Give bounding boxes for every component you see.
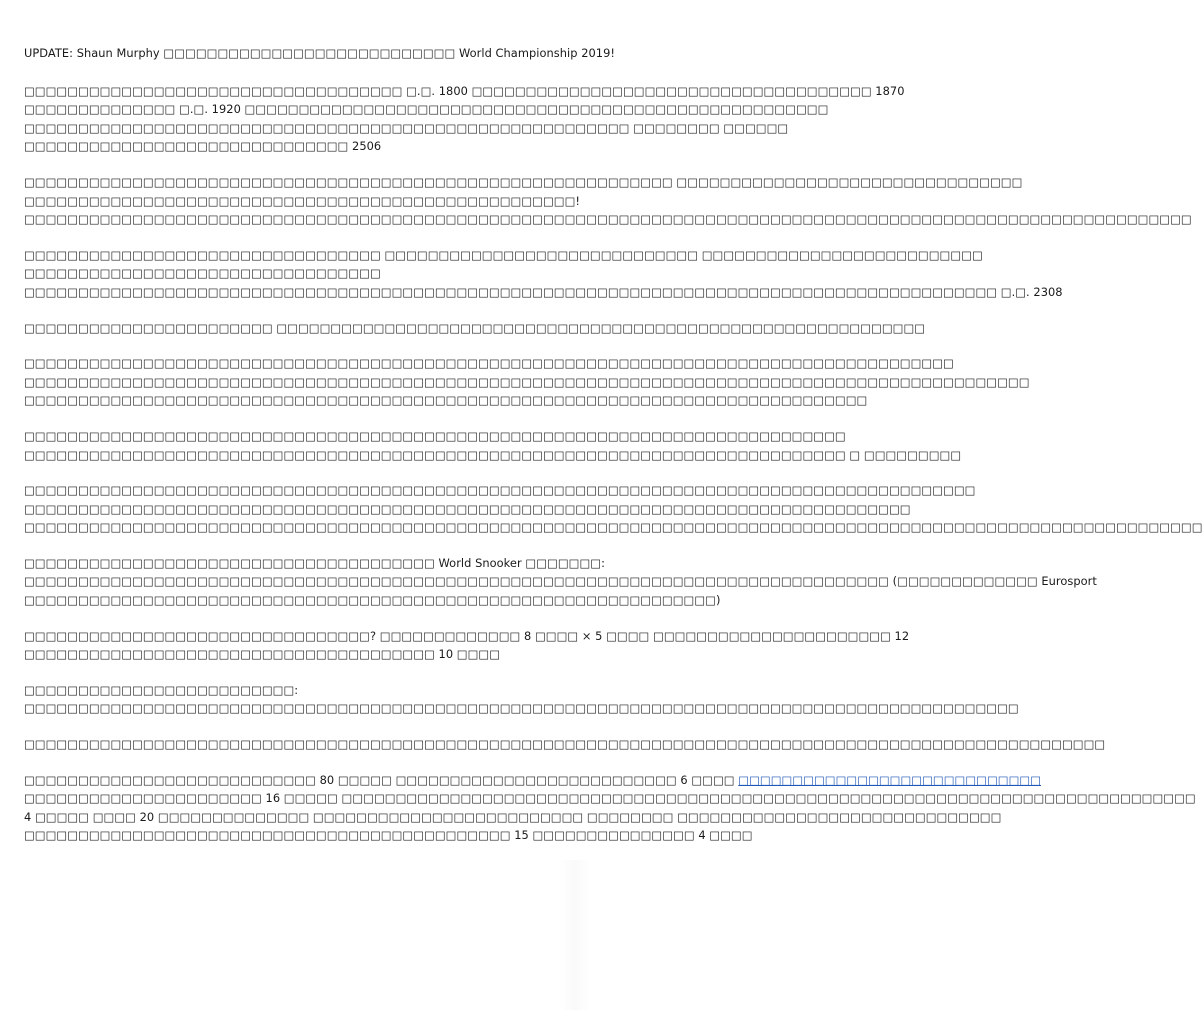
- paragraph-10: [24, 681, 1019, 718]
- article-link[interactable]: □□□□□□□□□□□□□□□□□□□□□□□□□□□□: [738, 772, 1042, 787]
- text-line: □□□□□□□□□□□□□□□□□□□□□□□□□□□□□□ 2506: [24, 139, 382, 154]
- text-line: □□□□□□□□□□□□□□□□□□□□□□□□□□□□□□□□□□□□□□□□□□□□□ 15 □□□□□□□□□□□□□□□ 4 □□□□: [24, 828, 753, 843]
- title-line: UPDATE: Shaun Murphy □□□□□□□□□□□□□□□□□□□□□□□□□□□ World Championship 2019!: [24, 46, 615, 60]
- article-title: [24, 44, 694, 63]
- text-line: □□□□□□□□□□□□□□□□□□□□□□□□□□□□□□□□□□□□□□□□□□□□□□□□□□□□□□□□□□□□□□□□): [24, 593, 721, 608]
- text-line: □□□□□□□□□□□□□□□□□□□□□□□□□□□□□□□□□□□□□□□□□□□□□□□□□□□□□□□□□□□□□□□□□□□□□□□□□□□□□□□□□□□□□□□□□□□□□□□□□□□□: [24, 737, 1106, 752]
- paragraph-4: [24, 319, 926, 338]
- text-line: □□□□□□□□□□□□□□□□□□□□□□□ □□□□□□□□□□□□□□□□□□□□□□□□□□□□□□□□□□□□□□□□□□□□□□□□□□□□□□□□□□□□: [24, 320, 926, 335]
- text-line: □□□□□□□□□□□□□□□□□□□□□□□□□□□□□□□□□□□□□□□□□□□□□□□□□□□□□□□□□□□□□□□□□□□□□□□□□□□□□□□□□□□□□□□□□□□□□□□□□□□□□□□□□□□□: [24, 212, 1192, 227]
- paragraph-1: [24, 82, 905, 156]
- text-line: [24, 771, 1042, 790]
- paragraph-3: [24, 246, 1063, 302]
- text-line: □□□□□□□□□□□□□□□□□□□□□□□□□□□□□□□□□□□□□□□□□□□□□□□□□□□□□□□□□□□□□□□□□□□□□□□□□□□□□□□□□□□□□□□□: [24, 483, 976, 498]
- paragraph-9: [24, 627, 910, 664]
- text-line: □□□□□□□□□□□□□□□□□□□□□□□□□□□□□□□□□□□□□□□□□□□□□□□□□□□□□□□□ □□□□□□□□ □□□□□□: [24, 120, 789, 135]
- text-line: □□□□□□□□□□□□□□□□□□□□□□□□□□□□□□□□□□□□□□□□□□□□□□□□□□□□□□□□□□□□□□□□□□□□□□□□□□□□□□□□□□□□□□□□□□□□□: [24, 374, 1030, 389]
- paragraph-7: [24, 481, 1203, 537]
- paragraph-2: [24, 173, 1192, 229]
- text-line: □□□□□□□□□□□□□□□□□□□□□□□□□□□□□□□□□□□□□□□□□□□□□□□□□□□□□□□□□□□□□□□□□□□□□□□□□□□□□□□□□□□□□□□□□□□□: [24, 701, 1019, 716]
- text-line: □□□□□□□□□□□□□□□□□□□□□□□□□□□□□□□□□□□□□□ 10 □□□□: [24, 647, 501, 662]
- text-line: □□□□□□□□□□□□□□□□□□□□□□□□□□□□□□□□□□□□□□□□□□□□□□□□□□□□□□□□□□□□□□□□□□□□□□□□□□□□□□: [24, 393, 868, 408]
- text-line: □□□□□□□□□□□□□□□□□□□□□□□□□□□□□□□□□ □□□□□□□□□□□□□□□□□□□□□□□□□□□□□ □□□□□□□□□□□□□□□□□□□□□□□□□□: [24, 247, 983, 262]
- text-line: □□□□□□□□□□□□□□□□□□□□□□□□□□□□□□□□□□□□□□□□□□□□□□□□□□□□□□□□□□□□□□□□□□□□□□□□□□□□□□□□□□□□□□: [24, 356, 954, 371]
- paragraph-5: [24, 354, 1030, 410]
- text-line: □□□□□□□□□□□□□□□□□□□□□□□□□□□□□□□□□□□□□□□□□□□□□□□□□□□□□□□□□□□□□□□□□□□□□□□□□□□□ □ □□□□□□□□□: [24, 447, 962, 462]
- text-line: 4 □□□□□ □□□□ 20 □□□□□□□□□□□□□□ □□□□□□□□□□□□□□□□□□□□□□□□□ □□□□□□□□ □□□□□□□□□□□□□□□□□□□□□□□□□□□□□□: [24, 809, 1002, 824]
- article-body: [24, 44, 1203, 862]
- text-line: □□□□□□□□□□□□□□□□□□□□□□□□□□□□□□□□□□□ □.□. 1800 □□□□□□□□□□□□□□□□□□□□□□□□□□□□□□□□□□□□□ 1870: [24, 83, 905, 98]
- text-line: □□□□□□□□□□□□□□□□□□□□□□□□□□□□□□□□□□□□□□□□□□□□□□□□□□□□□□□□□□□□□□□□□□□□□□□□□□□□: [24, 428, 846, 443]
- text-line: □□□□□□□□□□□□□□□□□□□□□□□□□□□□□□□□□□□□□□□□□□□□□□□□□□□□□□□□□□□□□□□□□□□□□□□□□□□□□□□□ (□□□□□□□□□□□□□ Eurosport: [24, 574, 1097, 589]
- paragraph-11: [24, 735, 1106, 754]
- text-line: □□□□□□□□□□□□□□□□□□□□□□□□□□□□□□□□□□□□□□□□□□□□□□□□□□□□□□□□□□□□ □□□□□□□□□□□□□□□□□□□□□□□□□□□□□□□□: [24, 174, 1023, 189]
- text-line: □□□□□□□□□□□□□□□□□□□□□□□□□□□□□□□□□□□□□□ World Snooker □□□□□□□:: [24, 555, 605, 570]
- text-line: □□□□□□□□□□□□□□□□□□□□□□□□□□□□□□□□□□□□□□□□□□□□□□□□□□□□□□□□□□□□□□□□□□□□□□□□□□□□□□□□□□□□□□□□□□□□□□□□□□□□□□□□□□□□□: [24, 520, 1203, 535]
- text-line: □□□□□□□□□□□□□□□□□□□□□□ 16 □□□□□ □□□□□□□□□□□□□□□□□□□□□□□□□□□□□□□□□□□□□□□□□□□□□□□□□□□□□□□□□□□□□□□□□□□□□□□□□□□□□□□: [24, 791, 1196, 806]
- text-line: □□□□□□□□□□□□□□□□□□□□□□□□□□□□□□□□□□□□□□□□□□□□□□□□□□□□□□□□□□□□□□□□□□□□□□□□□□□□□□□□□□□□□□□□□□ □.□. 2308: [24, 284, 1063, 299]
- text-line: □□□□□□□□□□□□□□□□□□□□□□□□□□□□□□□□□□□□□□□□□□□□□□□□□□□!: [24, 193, 581, 208]
- text-line: □□□□□□□□□□□□□□□□□□□□□□□□□□□□□□□□? □□□□□□□□□□□□□ 8 □□□□ × 5 □□□□ □□□□□□□□□□□□□□□□□□□□□□ 12: [24, 628, 910, 643]
- text-segment: □□□□□□□□□□□□□□□□□□□□□□□□□□□ 80 □□□□□ □□□□□□□□□□□□□□□□□□□□□□□□□□ 6 □□□□: [24, 772, 739, 787]
- background-shading: [560, 860, 590, 1010]
- text-line: □□□□□□□□□□□□□□ □.□. 1920 □□□□□□□□□□□□□□□□□□□□□□□□□□□□□□□□□□□□□□□□□□□□□□□□□□□□□□: [24, 102, 829, 117]
- paragraph-6: [24, 427, 962, 464]
- paragraph-8: [24, 554, 1097, 610]
- paragraph-12: [24, 771, 1196, 845]
- text-line: □□□□□□□□□□□□□□□□□□□□□□□□□:: [24, 682, 299, 697]
- text-line: □□□□□□□□□□□□□□□□□□□□□□□□□□□□□□□□□□□□□□□□□□□□□□□□□□□□□□□□□□□□□□□□□□□□□□□□□□□□□□□□□□: [24, 501, 911, 516]
- text-line: □□□□□□□□□□□□□□□□□□□□□□□□□□□□□□□□□: [24, 266, 381, 281]
